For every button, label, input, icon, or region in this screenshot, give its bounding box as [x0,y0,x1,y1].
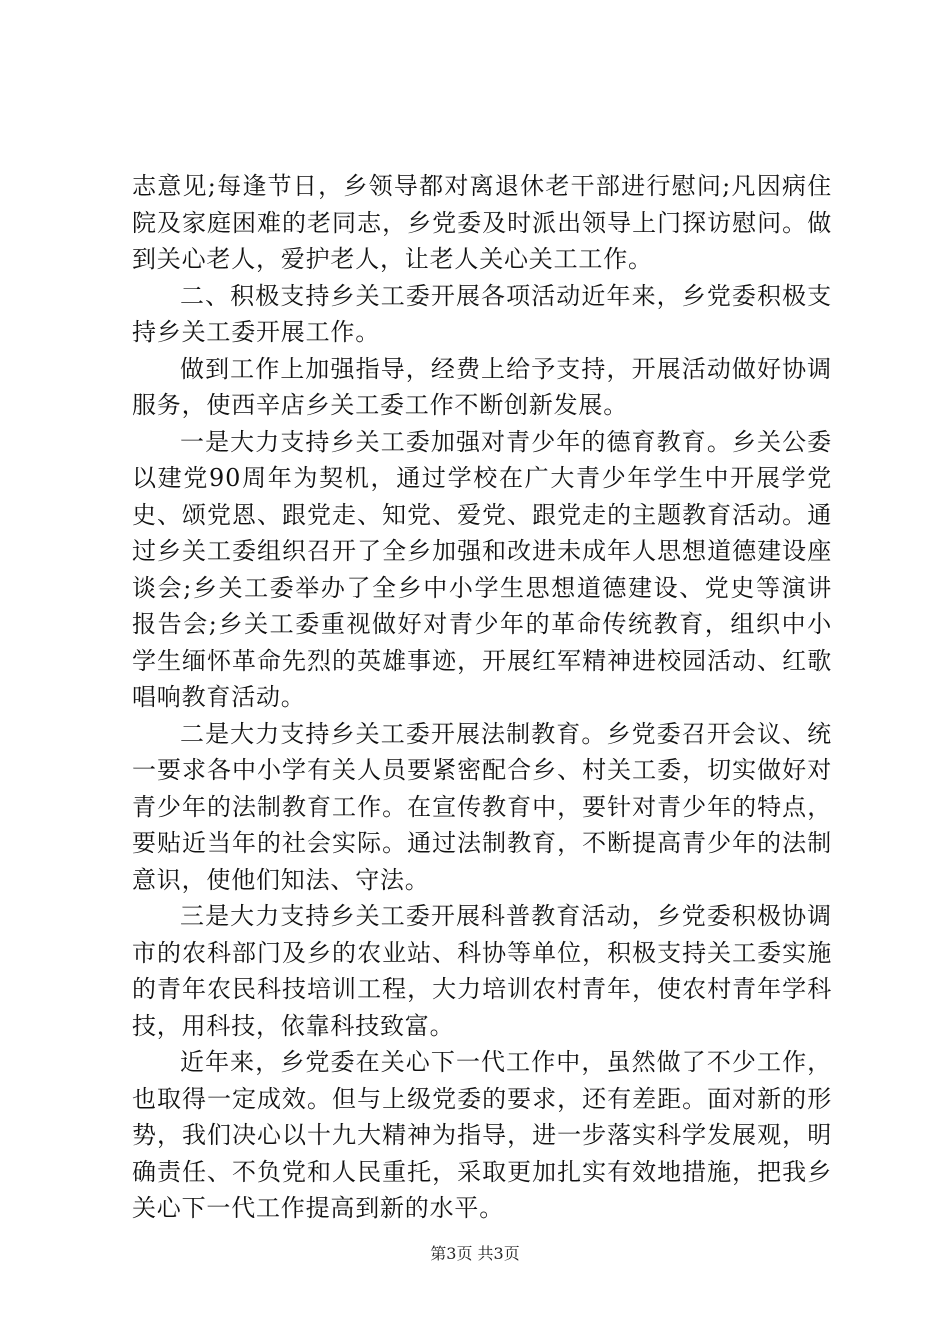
page-number-footer: 第3页 共3页 [430,1244,520,1263]
paragraph: 一是大力支持乡关工委加强对青少年的德育教育。乡关公委以建党90周年为契机，通过学校在广大青少年学生中开展学党史、颂党恩、跟党走、知党、爱党、跟党走的主题教育活动。通过乡关工委组织召开了全乡加强和改进未成年人思想道德建设座谈会;乡关工委举办了全乡中小学生思想道德建设、党史等演讲报告会;乡关工委重视做好对青少年的革命传统教育，组织中小学生缅怀革命先烈的英雄事迹，开展红军精神进校园活动、红歌唱响教育活动。 [132,427,832,711]
paragraph-continuation: 志意见;每逢节日，乡领导都对离退休老干部进行慰问;凡因病住院及家庭困难的老同志，乡党委及时派出领导上门探访慰问。做到关心老人，爱护老人，让老人关心关工工作。 [132,172,832,273]
paragraph: 三是大力支持乡关工委开展科普教育活动，乡党委积极协调市的农科部门及乡的农业站、科协等单位，积极支持关工委实施的青年农民科技培训工程，大力培训农村青年，使农村青年学科技，用科技，依靠科技致富。 [132,902,832,1040]
document-body [132,168,832,1227]
paragraph: 二是大力支持乡关工委开展法制教育。乡党委召开会议、统一要求各中小学有关人员要紧密配合乡、村关工委，切实做好对青少年的法制教育工作。在宣传教育中，要针对青少年的特点，要贴近当年的社会实际。通过法制教育，不断提高青少年的法制意识，使他们知法、守法。 [132,719,832,894]
paragraph-section-heading: 二、积极支持乡关工委开展各项活动近年来，乡党委积极支持乡关工委开展工作。 [132,281,832,346]
paragraph: 做到工作上加强指导，经费上给予支持，开展活动做好协调服务，使西辛店乡关工委工作不断创新发展。 [132,354,832,419]
paragraph-conclusion: 近年来，乡党委在关心下一代工作中，虽然做了不少工作，也取得一定成效。但与上级党委的要求，还有差距。面对新的形势，我们决心以十九大精神为指导，进一步落实科学发展观，明确责任、不负党和人民重托，采取更加扎实有效地措施，把我乡关心下一代工作提高到新的水平。 [132,1048,832,1222]
